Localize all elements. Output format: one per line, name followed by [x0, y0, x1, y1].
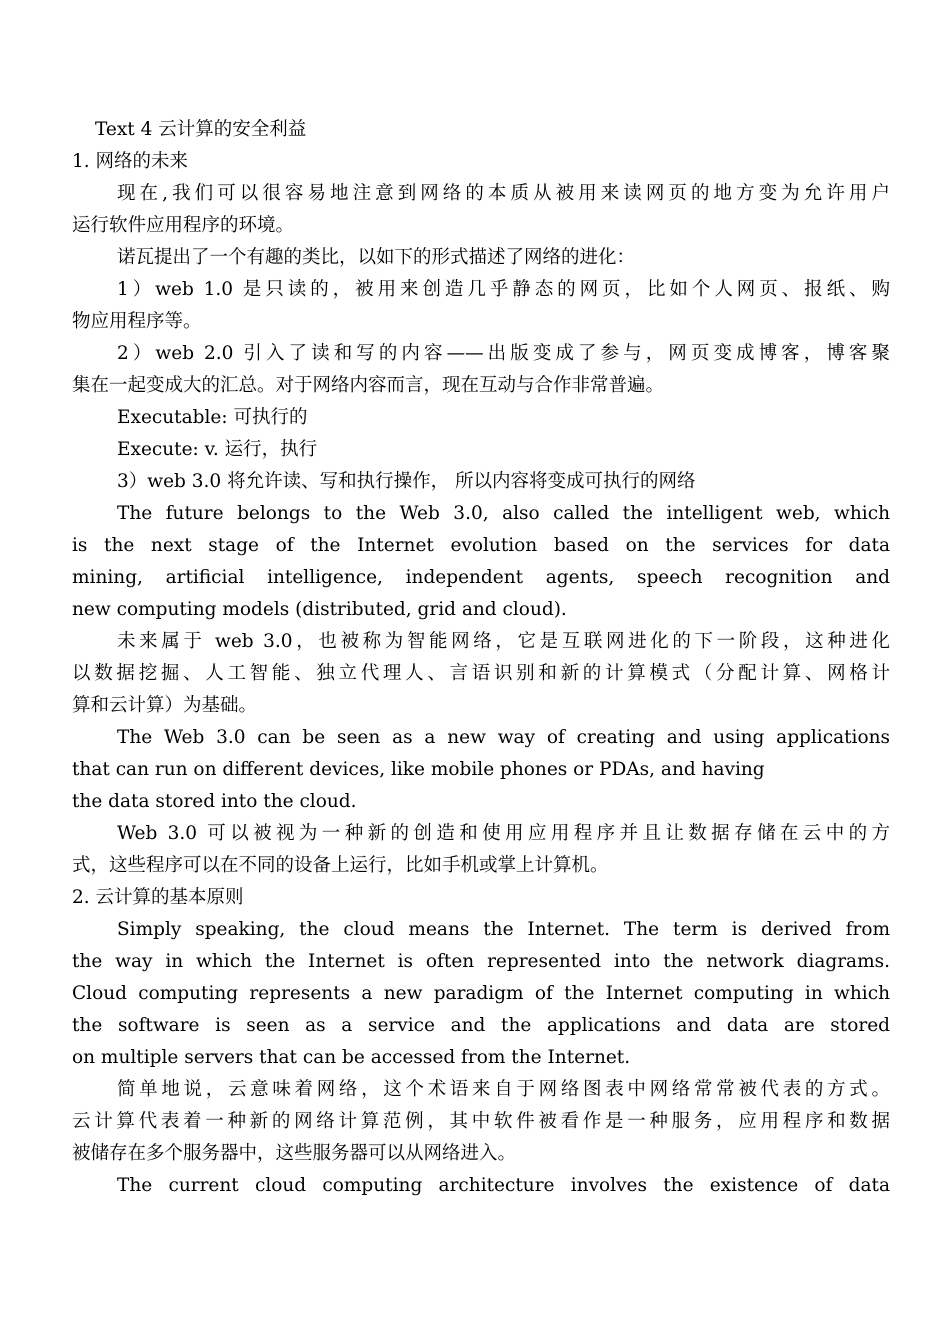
paragraph-line: 云计算代表着一种新的网络计算范例，其中软件被看作是一种服务，应用程序和数据: [72, 1111, 890, 1132]
paragraph-line: 集在一起变成大的汇总。对于网络内容而言，现在互动与合作非常普遍。: [72, 375, 665, 396]
paragraph-line: 以数据挖掘、人工智能、独立代理人、言语识别和新的计算模式（分配计算、网格计: [72, 663, 890, 684]
paragraph-line: 3）web 3.0 将允许读、写和执行操作， 所以内容将变成可执行的网络: [117, 471, 696, 492]
page-title: Text 4 云计算的安全利益: [95, 119, 307, 140]
paragraph-line: 简单地说，云意味着网络，这个术语来自于网络图表中网络常常被代表的方式。: [117, 1079, 890, 1100]
paragraph-line: Simply speaking, the cloud means the Internet. The term is derived from: [117, 919, 890, 940]
paragraph-line: 物应用程序等。: [72, 311, 202, 332]
paragraph-line: the data stored into the cloud.: [72, 791, 357, 812]
paragraph-line: the software is seen as a service and the applications and data are stored: [72, 1015, 890, 1036]
paragraph-line: 2）web 2.0 引入了读和写的内容——出版变成了参与，网页变成博客，博客聚: [117, 343, 890, 364]
paragraph-line: new computing models (distributed, grid and cloud).: [72, 599, 567, 620]
paragraph-line: 现在,我们可以很容易地注意到网络的本质从被用来读网页的地方变为允许用户: [117, 183, 890, 204]
paragraph-line: is the next stage of the Internet evolution based on the services for data: [72, 535, 890, 556]
paragraph-line: the way in which the Internet is often represented into the network diagrams.: [72, 951, 890, 972]
paragraph-line: 诺瓦提出了一个有趣的类比，以如下的形式描述了网络的进化：: [117, 247, 636, 268]
paragraph-line: 式，这些程序可以在不同的设备上运行，比如手机或掌上计算机。: [72, 855, 609, 876]
vocab-line: Executable: 可执行的: [117, 407, 308, 428]
paragraph-line: mining, artificial intelligence, independent agents, speech recognition and: [72, 567, 890, 588]
vocab-line: Execute: v. 运行，执行: [117, 439, 318, 460]
paragraph-line: The Web 3.0 can be seen as a new way of creating and using applications: [117, 727, 890, 748]
paragraph-line: Cloud computing represents a new paradigm of the Internet computing in which: [72, 983, 890, 1004]
section-heading: 2. 云计算的基本原则: [72, 887, 244, 908]
paragraph-line: 被储存在多个服务器中，这些服务器可以从网络进入。: [72, 1143, 517, 1164]
paragraph-line: on multiple servers that can be accessed from the Internet.: [72, 1047, 631, 1068]
paragraph-line: 1）web 1.0 是只读的，被用来创造几乎静态的网页，比如个人网页、报纸、购: [117, 279, 890, 300]
paragraph-line: that can run on different devices, like mobile phones or PDAs, and having: [72, 759, 765, 780]
paragraph-line: The current cloud computing architecture involves the existence of data: [117, 1175, 890, 1196]
paragraph-line: 运行软件应用程序的环境。: [72, 215, 295, 236]
paragraph-line: 未来属于 web 3.0，也被称为智能网络，它是互联网进化的下一阶段，这种进化: [117, 631, 890, 652]
section-heading: 1. 网络的未来: [72, 151, 189, 172]
paragraph-line: The future belongs to the Web 3.0, also called the intelligent web, which: [117, 503, 890, 524]
paragraph-line: 算和云计算）为基础。: [72, 695, 258, 716]
paragraph-line: Web 3.0 可以被视为一种新的创造和使用应用程序并且让数据存储在云中的方: [117, 823, 890, 844]
